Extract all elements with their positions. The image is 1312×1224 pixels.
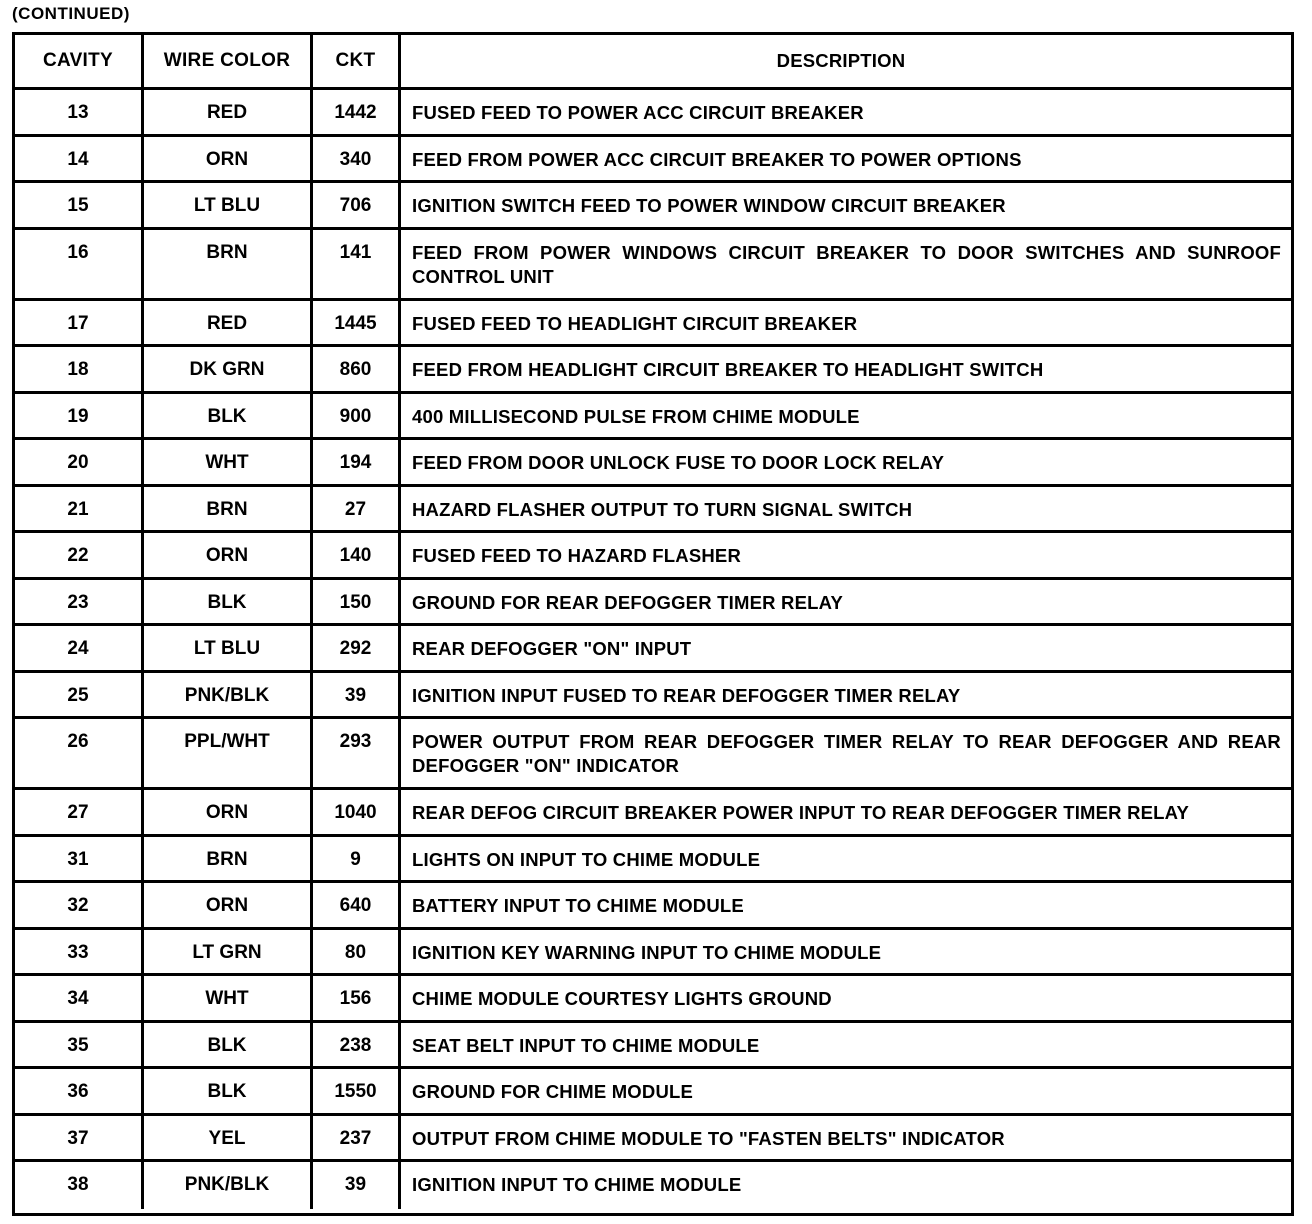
ckt-cell: 141 xyxy=(313,230,401,301)
ckt-cell: 194 xyxy=(313,440,401,487)
wire-color-cell: LT BLU xyxy=(144,626,313,673)
ckt-cell: 292 xyxy=(313,626,401,673)
wire-color-cell: PNK/BLK xyxy=(144,1162,313,1209)
wire-color-cell: ORN xyxy=(144,533,313,580)
wire-color-cell: BLK xyxy=(144,580,313,627)
wire-color-cell: WHT xyxy=(144,440,313,487)
description-cell: GROUND FOR REAR DEFOGGER TIMER RELAY xyxy=(401,580,1291,627)
ckt-cell: 156 xyxy=(313,976,401,1023)
description-cell: FUSED FEED TO HAZARD FLASHER xyxy=(401,533,1291,580)
ckt-cell: 140 xyxy=(313,533,401,580)
cavity-cell: 31 xyxy=(15,837,144,884)
description-cell: POWER OUTPUT FROM REAR DEFOGGER TIMER RELAY TO REAR DEFOGGER AND REAR DEFOGGER "ON" INDICATOR xyxy=(401,719,1291,790)
cavity-cell: 21 xyxy=(15,487,144,534)
cavity-cell: 34 xyxy=(15,976,144,1023)
cavity-cell: 23 xyxy=(15,580,144,627)
description-cell: IGNITION SWITCH FEED TO POWER WINDOW CIRCUIT BREAKER xyxy=(401,183,1291,230)
cavity-cell: 26 xyxy=(15,719,144,790)
cavity-cell: 32 xyxy=(15,883,144,930)
ckt-cell: 27 xyxy=(313,487,401,534)
cavity-cell: 18 xyxy=(15,347,144,394)
description-cell: FUSED FEED TO HEADLIGHT CIRCUIT BREAKER xyxy=(401,301,1291,348)
cavity-cell: 16 xyxy=(15,230,144,301)
cavity-cell: 35 xyxy=(15,1023,144,1070)
description-cell: LIGHTS ON INPUT TO CHIME MODULE xyxy=(401,837,1291,884)
ckt-cell: 860 xyxy=(313,347,401,394)
description-cell: FEED FROM POWER WINDOWS CIRCUIT BREAKER TO DOOR SWITCHES AND SUNROOF CONTROL UNIT xyxy=(401,230,1291,301)
wire-color-cell: ORN xyxy=(144,790,313,837)
description-cell: 400 MILLISECOND PULSE FROM CHIME MODULE xyxy=(401,394,1291,441)
header-wire-color: WIRE COLOR xyxy=(144,35,313,90)
wire-color-cell: WHT xyxy=(144,976,313,1023)
cavity-cell: 25 xyxy=(15,673,144,720)
wire-color-cell: BLK xyxy=(144,394,313,441)
cavity-cell: 17 xyxy=(15,301,144,348)
description-cell: FEED FROM POWER ACC CIRCUIT BREAKER TO POWER OPTIONS xyxy=(401,137,1291,184)
wire-color-cell: BRN xyxy=(144,487,313,534)
continued-label: (CONTINUED) xyxy=(12,4,130,23)
wire-color-cell: LT GRN xyxy=(144,930,313,977)
header-cavity: CAVITY xyxy=(15,35,144,90)
ckt-cell: 39 xyxy=(313,673,401,720)
ckt-cell: 293 xyxy=(313,719,401,790)
header-description: DESCRIPTION xyxy=(401,35,1291,90)
wire-color-cell: RED xyxy=(144,301,313,348)
wire-color-cell: RED xyxy=(144,90,313,137)
ckt-cell: 1040 xyxy=(313,790,401,837)
ckt-cell: 39 xyxy=(313,1162,401,1209)
header-ckt: CKT xyxy=(313,35,401,90)
ckt-cell: 9 xyxy=(313,837,401,884)
wire-color-cell: BLK xyxy=(144,1023,313,1070)
description-cell: BATTERY INPUT TO CHIME MODULE xyxy=(401,883,1291,930)
wire-color-cell: PPL/WHT xyxy=(144,719,313,790)
ckt-cell: 1550 xyxy=(313,1069,401,1116)
cavity-cell: 15 xyxy=(15,183,144,230)
description-cell: CHIME MODULE COURTESY LIGHTS GROUND xyxy=(401,976,1291,1023)
ckt-cell: 640 xyxy=(313,883,401,930)
cavity-cell: 13 xyxy=(15,90,144,137)
wire-color-cell: LT BLU xyxy=(144,183,313,230)
wire-color-cell: ORN xyxy=(144,137,313,184)
ckt-cell: 340 xyxy=(313,137,401,184)
description-cell: GROUND FOR CHIME MODULE xyxy=(401,1069,1291,1116)
ckt-cell: 900 xyxy=(313,394,401,441)
cavity-cell: 36 xyxy=(15,1069,144,1116)
description-cell: FEED FROM DOOR UNLOCK FUSE TO DOOR LOCK RELAY xyxy=(401,440,1291,487)
connector-cavity-table xyxy=(12,32,1294,1216)
description-cell: HAZARD FLASHER OUTPUT TO TURN SIGNAL SWITCH xyxy=(401,487,1291,534)
ckt-cell: 80 xyxy=(313,930,401,977)
cavity-cell: 14 xyxy=(15,137,144,184)
description-cell: FUSED FEED TO POWER ACC CIRCUIT BREAKER xyxy=(401,90,1291,137)
wire-color-cell: YEL xyxy=(144,1116,313,1163)
cavity-cell: 27 xyxy=(15,790,144,837)
wire-color-cell: BRN xyxy=(144,230,313,301)
description-cell: OUTPUT FROM CHIME MODULE TO "FASTEN BELTS" INDICATOR xyxy=(401,1116,1291,1163)
cavity-cell: 20 xyxy=(15,440,144,487)
wire-color-cell: ORN xyxy=(144,883,313,930)
wire-color-cell: BLK xyxy=(144,1069,313,1116)
ckt-cell: 1445 xyxy=(313,301,401,348)
wire-color-cell: BRN xyxy=(144,837,313,884)
cavity-cell: 22 xyxy=(15,533,144,580)
cavity-cell: 38 xyxy=(15,1162,144,1209)
cavity-cell: 19 xyxy=(15,394,144,441)
wire-color-cell: DK GRN xyxy=(144,347,313,394)
description-cell: IGNITION INPUT TO CHIME MODULE xyxy=(412,1174,742,1195)
cavity-cell: 37 xyxy=(15,1116,144,1163)
ckt-cell: 238 xyxy=(313,1023,401,1070)
description-cell: REAR DEFOG CIRCUIT BREAKER POWER INPUT TO REAR DEFOGGER TIMER RELAY xyxy=(401,790,1291,837)
wire-color-cell: PNK/BLK xyxy=(144,673,313,720)
cavity-cell: 24 xyxy=(15,626,144,673)
cavity-cell: 33 xyxy=(15,930,144,977)
description-cell: IGNITION KEY WARNING INPUT TO CHIME MODULE xyxy=(401,930,1291,977)
ckt-cell: 237 xyxy=(313,1116,401,1163)
ckt-cell: 150 xyxy=(313,580,401,627)
ckt-cell: 706 xyxy=(313,183,401,230)
description-cell: SEAT BELT INPUT TO CHIME MODULE xyxy=(401,1023,1291,1070)
description-cell: REAR DEFOGGER "ON" INPUT xyxy=(401,626,1291,673)
description-cell: IGNITION INPUT FUSED TO REAR DEFOGGER TIMER RELAY xyxy=(401,673,1291,720)
ckt-cell: 1442 xyxy=(313,90,401,137)
description-cell: FEED FROM HEADLIGHT CIRCUIT BREAKER TO HEADLIGHT SWITCH xyxy=(401,347,1291,394)
